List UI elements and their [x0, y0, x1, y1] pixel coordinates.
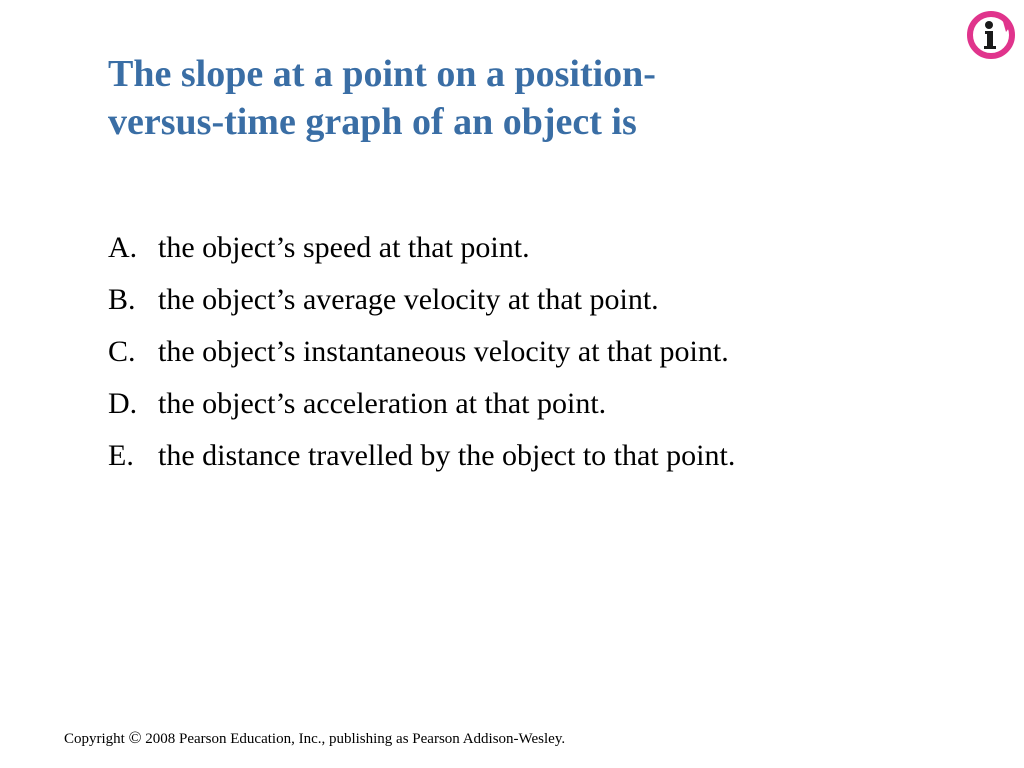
choice-letter: E.: [108, 439, 134, 472]
copyright-symbol: ©: [128, 728, 142, 747]
choice-letter: A.: [108, 231, 138, 264]
slide-title-line-1: The slope at a point on a position-: [108, 53, 656, 95]
answer-choice-d: [108, 378, 735, 430]
choice-text: the object’s instantaneous velocity at that point.: [158, 335, 729, 368]
answer-choice-c: [108, 326, 735, 378]
copyright-footer: [64, 728, 565, 749]
choice-text: the object’s acceleration at that point.: [158, 387, 607, 420]
slide-title: [108, 50, 908, 146]
choice-letter: C.: [108, 335, 136, 368]
slide-title-line-2: versus-time graph of an object is: [108, 101, 637, 143]
answer-choice-a: [108, 222, 735, 274]
choice-text: the object’s speed at that point.: [158, 231, 530, 264]
answer-choice-e: [108, 430, 735, 482]
copyright-prefix: Copyright: [64, 731, 129, 747]
info-clicker-icon: [966, 10, 1016, 60]
answer-choice-b: [108, 274, 735, 326]
choice-letter: D.: [108, 387, 138, 420]
choice-text: the distance travelled by the object to that point.: [158, 439, 736, 472]
choice-text: the object’s average velocity at that point.: [158, 283, 659, 316]
copyright-text: 2008 Pearson Education, Inc., publishing as Pearson Addison-Wesley.: [141, 731, 566, 747]
choice-letter: B.: [108, 283, 136, 316]
answer-choices-list: [108, 222, 735, 482]
